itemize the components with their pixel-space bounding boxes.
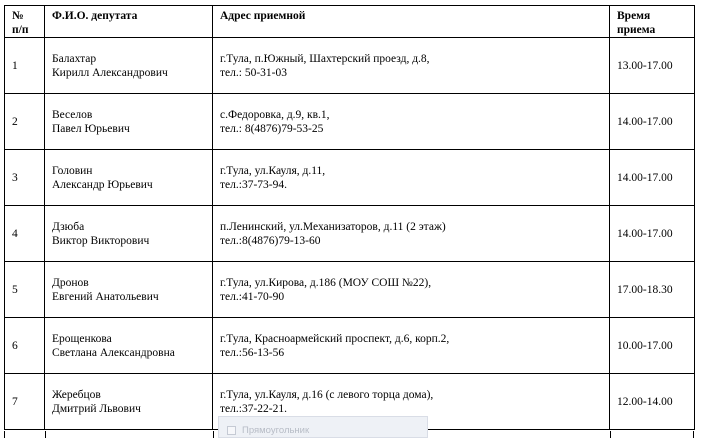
table-row <box>5 262 695 318</box>
address-cell <box>213 206 610 262</box>
deputy-name-cell <box>45 262 213 318</box>
deputy-given-names: Светлана Александровна <box>52 346 175 359</box>
reception-time: 13.00-17.00 <box>610 38 695 94</box>
reception-time: 17.00-18.30 <box>610 262 695 318</box>
reception-phone: тел.: 8(4876)79-53-25 <box>220 122 324 135</box>
deputy-given-names: Кирилл Александрович <box>52 66 168 79</box>
row-number: 3 <box>5 150 45 206</box>
reception-phone: тел.:56-13-56 <box>220 346 285 359</box>
reception-time: 10.00-17.00 <box>610 318 695 374</box>
deputy-given-names: Евгений Анатольевич <box>52 290 159 303</box>
row-number: 2 <box>5 94 45 150</box>
tooltip-label: Прямоугольник <box>242 425 310 436</box>
table-row <box>5 206 695 262</box>
deputy-surname: Веселов <box>52 108 93 121</box>
reception-address: г.Тула, Красноармейский проспект, д.6, корп.2, <box>220 332 450 345</box>
reception-phone: тел.: 50-31-03 <box>220 66 287 79</box>
reception-time: 14.00-17.00 <box>610 150 695 206</box>
deputy-name-cell <box>45 38 213 94</box>
header-number <box>5 6 45 38</box>
deputy-surname: Головин <box>52 164 93 177</box>
address-cell <box>213 262 610 318</box>
address-cell <box>213 38 610 94</box>
reception-address: п.Ленинский, ул.Механизаторов, д.11 (2 этаж) <box>220 220 446 233</box>
reception-address: г.Тула, п.Южный, Шахтерский проезд, д.8, <box>220 52 430 65</box>
reception-address: г.Тула, ул.Кауля, д.11, <box>220 164 326 177</box>
deputy-surname: Жеребцов <box>52 388 101 401</box>
deputy-name-cell <box>45 374 213 430</box>
deputy-given-names: Александр Юрьевич <box>52 178 153 191</box>
row-number: 1 <box>5 38 45 94</box>
reception-phone: тел.:37-22-21. <box>220 402 287 415</box>
deputy-given-names: Павел Юрьевич <box>52 122 130 135</box>
address-cell <box>213 318 610 374</box>
table-header-row <box>5 6 695 38</box>
rectangle-shape-icon <box>227 426 236 435</box>
deputy-name-cell <box>45 150 213 206</box>
address-cell <box>213 94 610 150</box>
reception-address: с.Федоровка, д.9, кв.1, <box>220 108 330 121</box>
deputies-reception-table <box>4 5 695 430</box>
reception-time: 12.00-14.00 <box>610 374 695 430</box>
column-divider <box>45 431 46 438</box>
deputy-name-cell <box>45 318 213 374</box>
row-number: 7 <box>5 374 45 430</box>
row-number: 6 <box>5 318 45 374</box>
header-time-line1: Время <box>617 10 651 22</box>
header-reception-address: Адрес приемной <box>213 6 610 38</box>
header-number-line1: № <box>12 10 24 22</box>
header-deputy-name: Ф.И.О. депутата <box>45 6 213 38</box>
header-reception-time <box>610 6 695 38</box>
column-divider <box>610 431 611 438</box>
deputy-given-names: Виктор Викторович <box>52 234 150 247</box>
deputy-surname: Дзюба <box>52 220 85 233</box>
deputy-name-cell <box>45 206 213 262</box>
table-row <box>5 94 695 150</box>
deputy-surname: Ерощенкова <box>52 332 112 345</box>
row-number: 4 <box>5 206 45 262</box>
reception-address: г.Тула, ул.Кауля, д.16 (с левого торца дома), <box>220 388 434 401</box>
address-cell <box>213 150 610 206</box>
table-row <box>5 38 695 94</box>
reception-time: 14.00-17.00 <box>610 206 695 262</box>
reception-address: г.Тула, ул.Кирова, д.186 (МОУ СОШ №22), <box>220 276 432 289</box>
table-row <box>5 150 695 206</box>
header-time-line2: приема <box>617 24 656 36</box>
table-row <box>5 318 695 374</box>
deputy-given-names: Дмитрий Львович <box>52 402 141 415</box>
column-divider <box>213 431 214 438</box>
deputy-surname: Балахтар <box>52 52 97 65</box>
header-number-line2: п/п <box>12 24 29 36</box>
deputy-surname: Дронов <box>52 276 89 289</box>
reception-phone: тел.:8(4876)79-13-60 <box>220 234 321 247</box>
row-number: 5 <box>5 262 45 318</box>
reception-phone: тел.:37-73-94. <box>220 178 287 191</box>
deputy-name-cell <box>45 94 213 150</box>
reception-time: 14.00-17.00 <box>610 94 695 150</box>
reception-phone: тел.:41-70-90 <box>220 290 285 303</box>
shape-tooltip <box>218 416 428 438</box>
